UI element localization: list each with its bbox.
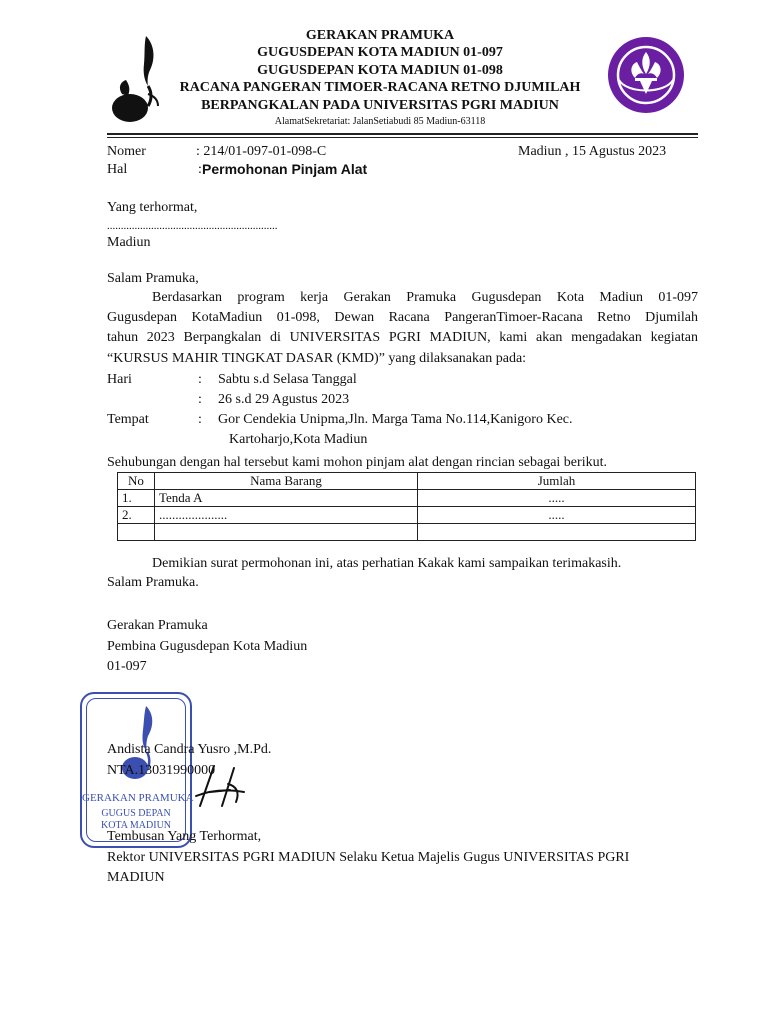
- nomor-value: : 214/01-097-01-098-C: [196, 144, 327, 159]
- handwritten-signature: [192, 762, 248, 812]
- signature-org-line-2: Pembina Gugusdepan Kota Madiun: [107, 639, 308, 654]
- body-paragraph-line-2: Gugusdepan KotaMadiun 01-098, Dewan Racana PangeranTimoer-Racana Retno Djumilah: [107, 310, 698, 325]
- stamp-text-line-1: GERAKAN PRAMUKA: [82, 792, 194, 804]
- hari-label: Hari: [107, 372, 132, 387]
- tempat-value-line-2: Kartoharjo,Kota Madiun: [229, 432, 368, 447]
- salam-opening: Salam Pramuka,: [107, 271, 199, 286]
- letterhead-rule-thin: [107, 137, 698, 138]
- cell-nama-barang: .....................: [155, 507, 418, 524]
- body-paragraph-line-3: tahun 2023 Berpangkalan di UNIVERSITAS PGRI MADIUN, kami akan mengadakan kegiatan: [107, 330, 698, 345]
- tembusan-line-2: MADIUN: [107, 870, 165, 885]
- tanggal-colon: :: [198, 392, 202, 407]
- stamp-text-line-2: GUGUS DEPAN: [101, 808, 171, 819]
- letterhead-address: AlamatSekretariat: JalanSetiabudi 85 Madiun-63118: [274, 116, 486, 127]
- letterhead-line-1: GERAKAN PRAMUKA: [305, 28, 455, 43]
- letterhead-line-5: BERPANGKALAN PADA UNIVERSITAS PGRI MADIUN: [201, 98, 559, 113]
- table-row: [118, 490, 696, 507]
- letterhead-line-2: GUGUSDEPAN KOTA MADIUN 01-097: [257, 45, 503, 60]
- col-header-nama-barang: Nama Barang: [155, 473, 418, 490]
- closing-salam: Salam Pramuka.: [107, 575, 199, 590]
- tanggal-value: 26 s.d 29 Agustus 2023: [218, 392, 350, 407]
- col-header-jumlah: Jumlah: [418, 473, 696, 490]
- sehubungan-text: Sehubungan dengan hal tersebut kami mohon pinjam alat dengan rincian sebagai berikut.: [107, 455, 607, 470]
- recipient-greeting: Yang terhormat,: [107, 200, 198, 215]
- cell-no: 2.: [118, 507, 155, 524]
- scout-emblem-logo: [607, 36, 685, 114]
- table-row: [118, 507, 696, 524]
- cell-no: 1.: [118, 490, 155, 507]
- cell-jumlah: [418, 524, 696, 541]
- letterhead-line-4: RACANA PANGERAN TIMOER-RACANA RETNO DJUMILAH: [179, 80, 581, 95]
- cell-nama-barang: [155, 524, 418, 541]
- table-header-row: [118, 473, 696, 490]
- signer-name: Andista Candra Yusro ,M.Pd.: [107, 742, 272, 757]
- hari-value: Sabtu s.d Selasa Tanggal: [218, 372, 357, 387]
- body-paragraph-line-4: “KURSUS MAHIR TINGKAT DASAR (KMD)” yang dilaksanakan pada:: [107, 351, 527, 366]
- signer-nta: NTA.13031990000: [107, 763, 216, 778]
- body-paragraph-line-1: Berdasarkan program kerja Gerakan Pramuka Gugusdepan Kota Madiun 01-097: [152, 290, 698, 305]
- hal-value: Permohonan Pinjam Alat: [202, 161, 368, 177]
- tembusan-title: Tembusan Yang Terhormat,: [107, 829, 262, 844]
- signature-org-line-3: 01-097: [107, 659, 147, 674]
- items-table: [117, 472, 696, 541]
- hari-colon: :: [198, 372, 202, 387]
- col-header-no: No: [118, 473, 155, 490]
- letterhead-rule-thick: [107, 133, 698, 135]
- recipient-city: Madiun: [107, 235, 151, 250]
- stamp-text-line-3: KOTA MADIUN: [100, 820, 172, 831]
- cell-nama-barang: Tenda A: [155, 490, 418, 507]
- letterhead-line-3: GUGUSDEPAN KOTA MADIUN 01-098: [257, 63, 503, 78]
- signature-org-line-1: Gerakan Pramuka: [107, 618, 208, 633]
- nomor-label: Nomer: [107, 144, 146, 159]
- cell-jumlah: .....: [418, 507, 696, 524]
- tempat-value-line-1: Gor Cendekia Unipma,Jln. Marga Tama No.114,Kanigoro Kec.: [218, 412, 573, 427]
- recipient-dots: ..............................................................: [107, 220, 278, 232]
- table-row: [118, 524, 696, 541]
- cell-no: [118, 524, 155, 541]
- hal-colon: :: [198, 162, 202, 177]
- tempat-colon: :: [198, 412, 202, 427]
- tempat-label: Tempat: [107, 412, 149, 427]
- tembusan-line-1: Rektor UNIVERSITAS PGRI MADIUN Selaku Ketua Majelis Gugus UNIVERSITAS PGRI: [107, 850, 630, 865]
- closing-demikian: Demikian surat permohonan ini, atas perhatian Kakak kami sampaikan terimakasih.: [152, 556, 622, 571]
- place-date: Madiun , 15 Agustus 2023: [518, 144, 667, 159]
- tunas-kelapa-logo: [108, 34, 160, 124]
- hal-label: Hal: [107, 162, 128, 177]
- cell-jumlah: .....: [418, 490, 696, 507]
